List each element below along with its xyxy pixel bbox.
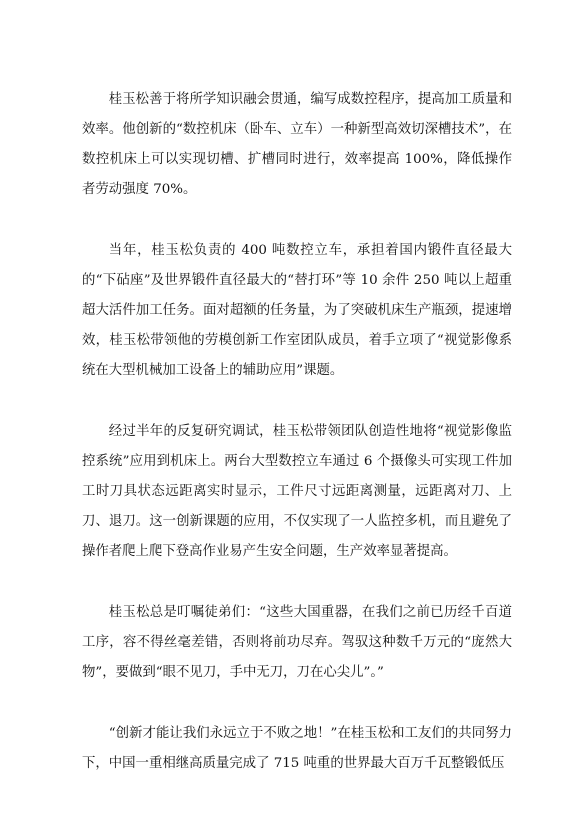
paragraph-innovation-technique: 桂玉松善于将所学知识融会贯通，编写成数控程序，提高加工质量和效率。他创新的“数控机床（卧车、立车）一种新型高效切深槽技术”，在数控机床上可以实现切槽、扩槽同时进行，效率提高 100%，降低操作者劳动强度 70%。: [82, 92, 512, 197]
document-body: [82, 85, 512, 810]
paragraph-vertical-lathe-project: 当年，桂玉松负责的 400 吨数控立车，承担着国内锻件直径最大的“下砧座”及世界锻件直径最大的“替打环”等 10 余件 250 吨以上超重超大活件加工任务。面对超额的任务量，为了突破机床生产瓶颈，提速增效，桂玉松带领他的劳模创新工作室团队成员，着手立项了“视觉影像系统在大型机械加工设备上的辅助应用”课题。: [82, 243, 512, 378]
paragraph-innovation-quote: “创新才能让我们永远立于不败之地！”在桂玉松和工友们的共同努力下，中国一重相继高质量完成了 715 吨重的世界最大百万千瓦整锻低压: [82, 726, 512, 771]
paragraph-visual-monitoring-system: 经过半年的反复研究调试，桂玉松带领团队创造性地将“视觉影像监控系统”应用到机床上。两台大型数控立车通过 6 个摄像头可实现工件加工时刀具状态远距离实时显示，工件尺寸远距离测量，远距离对刀、上刀、退刀。这一创新课题的应用，不仅实现了一人监控多机，而且避免了操作者爬上爬下登高作业易产生安全问题，生产效率显著提高。: [82, 424, 512, 559]
paragraph-advice-to-apprentices: 桂玉松总是叮嘱徒弟们：“这些大国重器，在我们之前已历经千百道工序，容不得丝毫差错，否则将前功尽弃。驾驭这种数千万元的“庞然大物”，要做到“眼不见刀，手中无刀，刀在心尖儿”。”: [82, 605, 512, 680]
